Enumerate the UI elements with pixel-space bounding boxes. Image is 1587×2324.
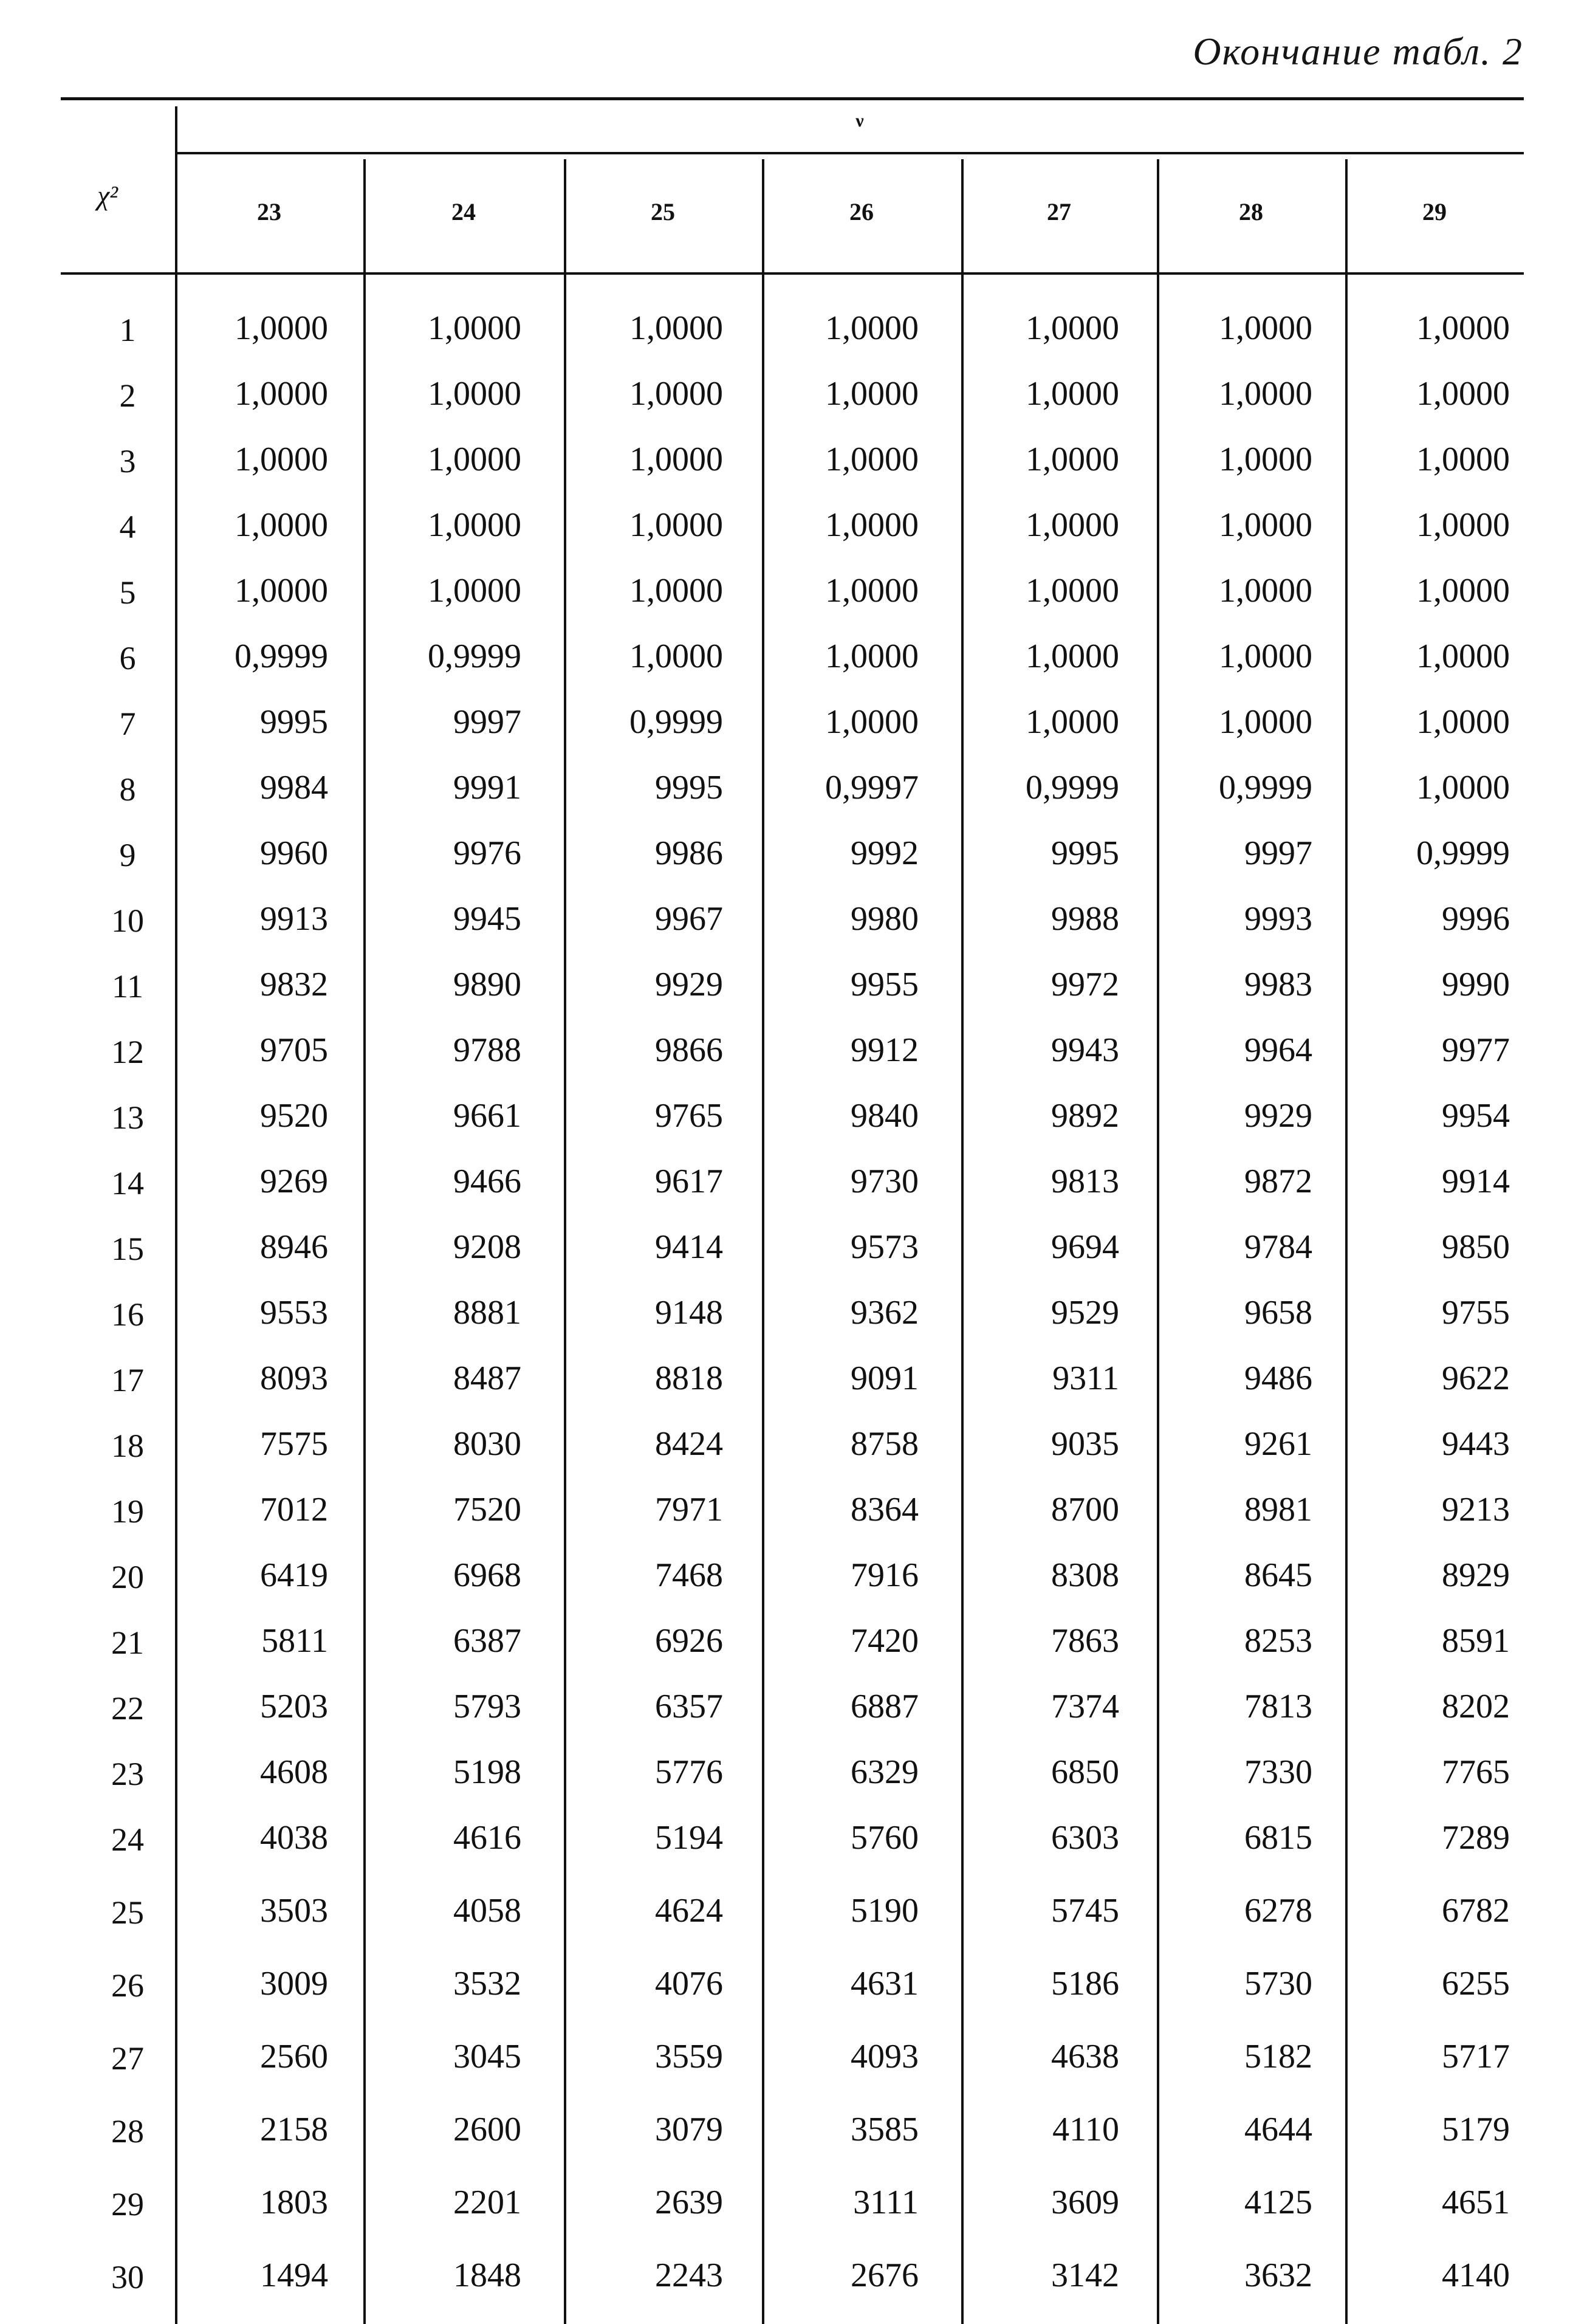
table-cell: 8202 (1442, 1688, 1510, 1725)
table-caption: Окончание табл. 2 (1193, 30, 1523, 73)
column-divider (762, 159, 764, 2324)
table-cell: 9529 (1051, 1294, 1119, 1332)
table-cell: 1,0000 (235, 441, 328, 478)
table-cell: 8818 (655, 1360, 723, 1397)
table-cell: 9988 (1051, 900, 1119, 938)
table-cell: 1,0000 (1026, 375, 1119, 413)
table-cell: 1,0000 (1219, 375, 1312, 413)
table-cell: 5811 (261, 1622, 328, 1660)
row-label: 12 (111, 1034, 144, 1070)
table-cell: 9872 (1244, 1163, 1312, 1200)
table-cell: 1,0000 (235, 309, 328, 347)
table-cell: 7330 (1244, 1753, 1312, 1791)
table-cell: 7813 (1244, 1688, 1312, 1725)
table-cell: 2201 (453, 2184, 521, 2221)
header-rule (61, 272, 1524, 275)
table-cell: 5186 (1051, 1965, 1119, 2003)
table-cell: 1,0000 (825, 375, 919, 413)
table-cell: 9997 (1244, 834, 1312, 872)
table-cell: 6329 (851, 1753, 919, 1791)
column-header: 23 (257, 198, 281, 225)
column-divider (564, 159, 566, 2324)
table-cell: 8591 (1442, 1622, 1510, 1660)
table-cell: 1,0000 (235, 506, 328, 544)
table-cell: 9658 (1244, 1294, 1312, 1332)
table-cell: 1,0000 (1416, 572, 1510, 610)
table-cell: 1,0000 (1026, 638, 1119, 675)
table-cell: 8700 (1051, 1491, 1119, 1528)
table-cell: 9755 (1442, 1294, 1510, 1332)
table-cell: 9784 (1244, 1228, 1312, 1266)
table-cell: 8645 (1244, 1556, 1312, 1594)
table-cell: 6815 (1244, 1819, 1312, 1857)
table-cell: 8093 (260, 1360, 328, 1397)
table-cell: 9414 (655, 1228, 723, 1266)
table-cell: 9840 (851, 1097, 919, 1135)
table-cell: 4038 (260, 1819, 328, 1857)
table-cell: 4608 (260, 1753, 328, 1791)
row-label: 9 (119, 837, 136, 873)
table-cell: 6968 (453, 1556, 521, 1594)
table-cell: 9520 (260, 1097, 328, 1135)
column-divider (1345, 159, 1348, 2324)
table-cell: 9967 (655, 900, 723, 938)
table-cell: 4093 (851, 2038, 919, 2075)
table-cell: 8030 (453, 1425, 521, 1463)
table-cell: 9311 (1052, 1360, 1119, 1397)
table-cell: 1,0000 (825, 506, 919, 544)
table-cell: 9573 (851, 1228, 919, 1266)
table-cell: 5194 (655, 1819, 723, 1857)
table-cell: 3503 (260, 1892, 328, 1930)
table-cell: 3585 (851, 2111, 919, 2148)
table-cell: 9890 (453, 966, 521, 1003)
table-cell: 9443 (1442, 1425, 1510, 1463)
stub-divider (175, 106, 177, 2324)
table-cell: 9208 (453, 1228, 521, 1266)
row-label: 5 (119, 574, 136, 611)
table-cell: 8424 (655, 1425, 723, 1463)
table-cell: 6357 (655, 1688, 723, 1725)
table-cell: 4076 (655, 1965, 723, 2003)
table-cell: 9705 (260, 1031, 328, 1069)
row-label: 17 (111, 1362, 144, 1398)
table-cell: 5760 (851, 1819, 919, 1857)
table-cell: 7420 (851, 1622, 919, 1660)
table-cell: 6255 (1442, 1965, 1510, 2003)
table-cell: 4644 (1244, 2111, 1312, 2148)
table-cell: 6278 (1244, 1892, 1312, 1930)
table-cell: 9788 (453, 1031, 521, 1069)
table-cell: 1494 (260, 2257, 328, 2294)
table-cell: 1,0000 (428, 309, 521, 347)
table-cell: 9213 (1442, 1491, 1510, 1528)
table-cell: 0,9999 (629, 703, 723, 741)
row-label: 3 (119, 443, 136, 480)
table-cell: 9954 (1442, 1097, 1510, 1135)
row-label: 28 (111, 2113, 144, 2150)
table-cell: 8929 (1442, 1556, 1510, 1594)
table-cell: 9955 (851, 966, 919, 1003)
table-cell: 9553 (260, 1294, 328, 1332)
table-cell: 1,0000 (1026, 506, 1119, 544)
table-cell: 9261 (1244, 1425, 1312, 1463)
table-cell: 0,9999 (1026, 769, 1119, 806)
table-cell: 5776 (655, 1753, 723, 1791)
table-cell: 0,9999 (235, 638, 328, 675)
table-cell: 8308 (1051, 1556, 1119, 1594)
table-cell: 1,0000 (825, 309, 919, 347)
table-cell: 1,0000 (629, 441, 723, 478)
table-cell: 9765 (655, 1097, 723, 1135)
table-cell: 9997 (453, 703, 521, 741)
column-header: 25 (651, 198, 675, 225)
table-cell: 9617 (655, 1163, 723, 1200)
table-cell: 9035 (1051, 1425, 1119, 1463)
table-cell: 9972 (1051, 966, 1119, 1003)
table-cell: 9850 (1442, 1228, 1510, 1266)
table-cell: 8364 (851, 1491, 919, 1528)
table-cell: 5179 (1442, 2111, 1510, 2148)
table-cell: 1,0000 (1416, 506, 1510, 544)
table-cell: 1,0000 (1026, 572, 1119, 610)
table-cell: 1,0000 (1219, 309, 1312, 347)
table-cell: 6303 (1051, 1819, 1119, 1857)
table-cell: 2639 (655, 2184, 723, 2221)
table-cell: 3079 (655, 2111, 723, 2148)
table-cell: 1,0000 (629, 309, 723, 347)
row-label: 19 (111, 1493, 144, 1530)
table-cell: 5182 (1244, 2038, 1312, 2075)
row-label: 10 (111, 902, 144, 939)
table-cell: 3009 (260, 1965, 328, 2003)
column-divider (363, 159, 366, 2324)
table-cell: 5203 (260, 1688, 328, 1725)
table-cell: 9832 (260, 966, 328, 1003)
row-label: 14 (111, 1165, 144, 1202)
table-cell: 7971 (655, 1491, 723, 1528)
table-cell: 9912 (851, 1031, 919, 1069)
row-label: 30 (111, 2259, 144, 2295)
table-cell: 9960 (260, 834, 328, 872)
table-cell: 8758 (851, 1425, 919, 1463)
row-label: 25 (111, 1894, 144, 1931)
table-cell: 9984 (260, 769, 328, 806)
row-label: 4 (119, 509, 136, 545)
table-cell: 1,0000 (1219, 506, 1312, 544)
table-cell: 9945 (453, 900, 521, 938)
table-cell: 9486 (1244, 1360, 1312, 1397)
table-cell: 1,0000 (428, 572, 521, 610)
table-cell: 9622 (1442, 1360, 1510, 1397)
table-cell: 7765 (1442, 1753, 1510, 1791)
table-cell: 9977 (1442, 1031, 1510, 1069)
row-label: 23 (111, 1756, 144, 1792)
row-label: 29 (111, 2186, 144, 2223)
table-cell: 1,0000 (1026, 703, 1119, 741)
table-cell: 4638 (1051, 2038, 1119, 2075)
table-cell: 1,0000 (1416, 441, 1510, 478)
table-cell: 9730 (851, 1163, 919, 1200)
table-cell: 1803 (260, 2184, 328, 2221)
table-cell: 0,9999 (1219, 769, 1312, 806)
table-cell: 1,0000 (629, 375, 723, 413)
table-cell: 9995 (655, 769, 723, 806)
table-cell: 7520 (453, 1491, 521, 1528)
table-cell: 6419 (260, 1556, 328, 1594)
row-label: 6 (119, 640, 136, 676)
table-cell: 5793 (453, 1688, 521, 1725)
table-cell: 1,0000 (1026, 441, 1119, 478)
table-cell: 5198 (453, 1753, 521, 1791)
table-cell: 3532 (453, 1965, 521, 2003)
table-cell: 4058 (453, 1892, 521, 1930)
table-cell: 2600 (453, 2111, 521, 2148)
table-cell: 8881 (453, 1294, 521, 1332)
row-label: 11 (112, 968, 143, 1005)
table-cell: 3045 (453, 2038, 521, 2075)
table-cell: 9992 (851, 834, 919, 872)
table-cell: 9929 (1244, 1097, 1312, 1135)
table-cell: 3632 (1244, 2257, 1312, 2294)
table-cell: 0,9997 (825, 769, 919, 806)
table-cell: 0,9999 (428, 638, 521, 675)
row-label: 21 (111, 1624, 144, 1661)
table-cell: 1,0000 (235, 572, 328, 610)
table-cell: 2560 (260, 2038, 328, 2075)
table-cell: 3111 (853, 2184, 919, 2221)
row-label: 16 (111, 1296, 144, 1333)
table-cell: 4631 (851, 1965, 919, 2003)
table-cell: 4624 (655, 1892, 723, 1930)
row-label: 2 (119, 377, 136, 414)
table-cell: 9964 (1244, 1031, 1312, 1069)
table-cell: 6387 (453, 1622, 521, 1660)
row-label: 15 (111, 1231, 144, 1267)
table-cell: 9996 (1442, 900, 1510, 938)
table-cell: 7468 (655, 1556, 723, 1594)
table-cell: 1,0000 (825, 441, 919, 478)
table-cell: 9813 (1051, 1163, 1119, 1200)
table-cell: 4110 (1052, 2111, 1119, 2148)
table-cell: 7374 (1051, 1688, 1119, 1725)
table-cell: 1848 (453, 2257, 521, 2294)
table-cell: 3142 (1051, 2257, 1119, 2294)
row-label: 27 (111, 2040, 144, 2077)
table-cell: 7916 (851, 1556, 919, 1594)
table-cell: 1,0000 (428, 506, 521, 544)
table-cell: 6782 (1442, 1892, 1510, 1930)
table-cell: 9943 (1051, 1031, 1119, 1069)
table-cell: 5730 (1244, 1965, 1312, 2003)
table-cell: 9983 (1244, 966, 1312, 1003)
table-cell: 1,0000 (235, 375, 328, 413)
table-cell: 1,0000 (1219, 572, 1312, 610)
table-cell: 1,0000 (825, 572, 919, 610)
table-cell: 1,0000 (1026, 309, 1119, 347)
table-cell: 9986 (655, 834, 723, 872)
table-cell: 9892 (1051, 1097, 1119, 1135)
column-header: 24 (451, 198, 476, 225)
table-cell: 9913 (260, 900, 328, 938)
table-cell: 9148 (655, 1294, 723, 1332)
table-cell: 4616 (453, 1819, 521, 1857)
table-cell: 9995 (1051, 834, 1119, 872)
row-label: 20 (111, 1559, 144, 1595)
table-cell: 1,0000 (1219, 441, 1312, 478)
table-cell: 9661 (453, 1097, 521, 1135)
table-cell: 9914 (1442, 1163, 1510, 1200)
table-cell: 9993 (1244, 900, 1312, 938)
table-cell: 8253 (1244, 1622, 1312, 1660)
table-cell: 2243 (655, 2257, 723, 2294)
table-cell: 9866 (655, 1031, 723, 1069)
row-label: 26 (111, 1967, 144, 2004)
nu-header: ν (855, 111, 864, 131)
row-label: 13 (111, 1099, 144, 1136)
nu-rule (175, 152, 1524, 154)
table-cell: 0,9999 (1416, 834, 1510, 872)
table-cell: 1,0000 (1416, 309, 1510, 347)
table-cell: 7012 (260, 1491, 328, 1528)
table-cell: 5190 (851, 1892, 919, 1930)
table-cell: 9976 (453, 834, 521, 872)
column-header: 27 (1047, 198, 1071, 225)
table-cell: 7575 (260, 1425, 328, 1463)
table-cell: 1,0000 (629, 572, 723, 610)
column-header: 28 (1239, 198, 1263, 225)
table-cell: 9995 (260, 703, 328, 741)
table-cell: 7863 (1051, 1622, 1119, 1660)
column-divider (961, 159, 964, 2324)
row-label: 24 (111, 1821, 144, 1858)
column-divider (1157, 159, 1159, 2324)
table-cell: 9269 (260, 1163, 328, 1200)
table-cell: 6850 (1051, 1753, 1119, 1791)
row-label: 1 (119, 312, 136, 348)
table-cell: 1,0000 (1219, 638, 1312, 675)
table-cell: 5745 (1051, 1892, 1119, 1930)
table-cell: 6926 (655, 1622, 723, 1660)
table-cell: 9991 (453, 769, 521, 806)
table-cell: 9990 (1442, 966, 1510, 1003)
table-cell: 1,0000 (1416, 638, 1510, 675)
column-header: 26 (849, 198, 874, 225)
table-cell: 1,0000 (428, 375, 521, 413)
table-cell: 5717 (1442, 2038, 1510, 2075)
table-cell: 1,0000 (825, 703, 919, 741)
table-cell: 1,0000 (1219, 703, 1312, 741)
table-cell: 1,0000 (1416, 703, 1510, 741)
table-cell: 4125 (1244, 2184, 1312, 2221)
table-cell: 1,0000 (825, 638, 919, 675)
table-cell: 7289 (1442, 1819, 1510, 1857)
table-cell: 1,0000 (1416, 375, 1510, 413)
table-cell: 4140 (1442, 2257, 1510, 2294)
table-cell: 9929 (655, 966, 723, 1003)
table-cell: 2676 (851, 2257, 919, 2294)
row-label: 7 (119, 706, 136, 742)
chi-square-header: χ² (97, 180, 118, 211)
table-cell: 3609 (1051, 2184, 1119, 2221)
table-cell: 3559 (655, 2038, 723, 2075)
row-label: 18 (111, 1428, 144, 1464)
table-cell: 9466 (453, 1163, 521, 1200)
table-cell: 4651 (1442, 2184, 1510, 2221)
table-cell: 9091 (851, 1360, 919, 1397)
table-cell: 1,0000 (428, 441, 521, 478)
table-cell: 6887 (851, 1688, 919, 1725)
table-cell: 9694 (1051, 1228, 1119, 1266)
row-label: 8 (119, 771, 136, 808)
table-cell: 8946 (260, 1228, 328, 1266)
column-header: 29 (1422, 198, 1447, 225)
table-cell: 9980 (851, 900, 919, 938)
table-cell: 9362 (851, 1294, 919, 1332)
table-cell: 8487 (453, 1360, 521, 1397)
table-cell: 1,0000 (629, 638, 723, 675)
table-cell: 1,0000 (1416, 769, 1510, 806)
row-label: 22 (111, 1690, 144, 1727)
top-rule (61, 97, 1524, 100)
table-cell: 2158 (260, 2111, 328, 2148)
table-cell: 8981 (1244, 1491, 1312, 1528)
table-cell: 1,0000 (629, 506, 723, 544)
